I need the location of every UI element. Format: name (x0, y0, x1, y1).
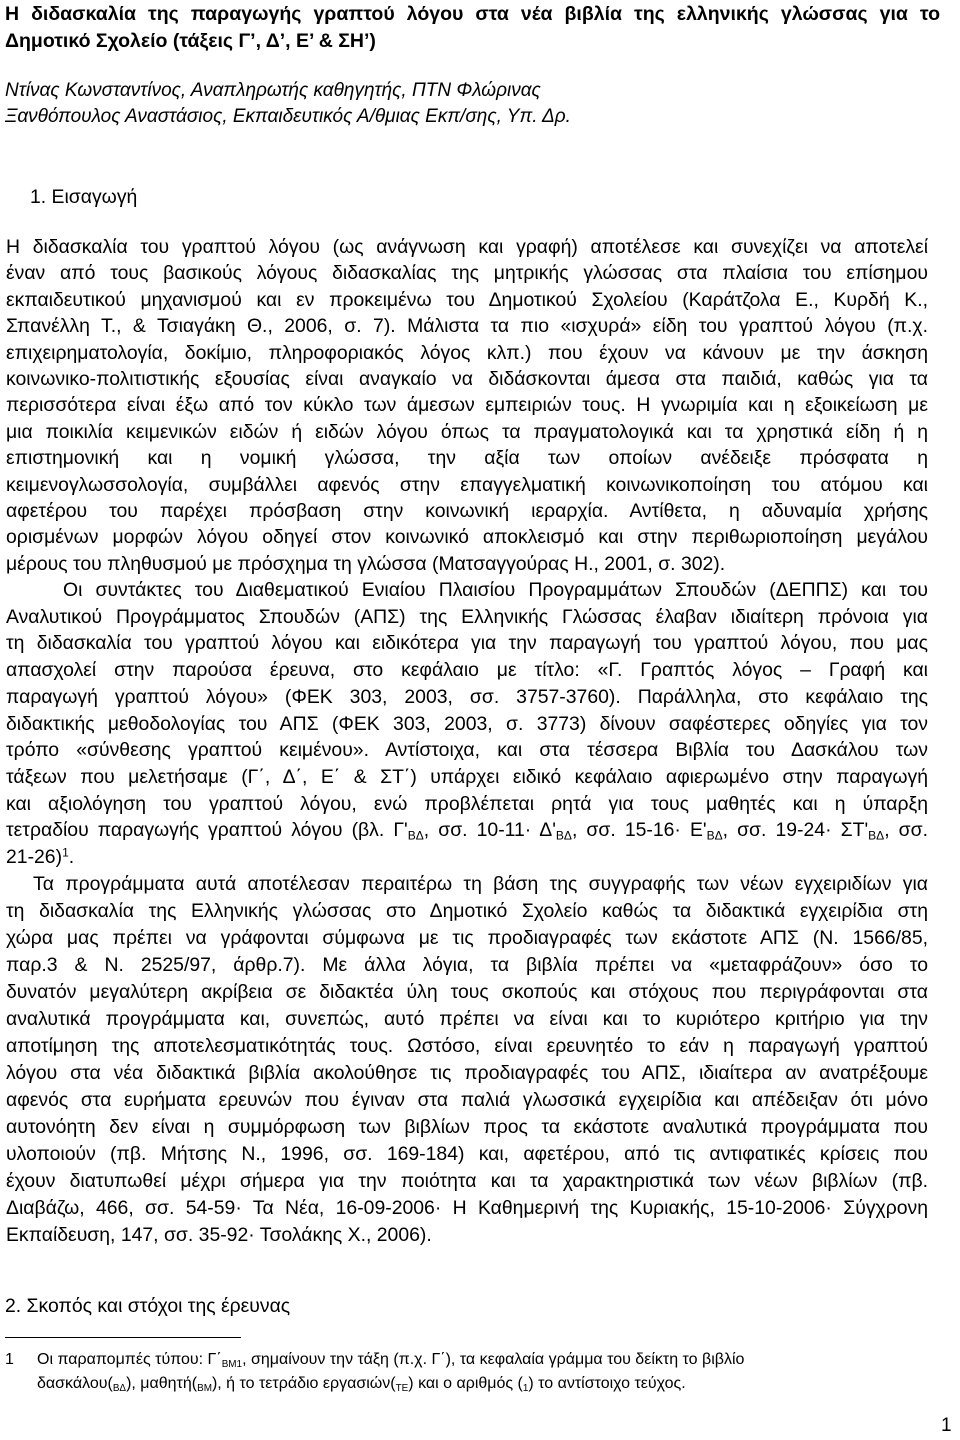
title-line-2: Δημοτικό Σχολείο (τάξεις Γ’, Δ’, Ε’ & ΣΗ’) (5, 30, 376, 52)
footnote-subscript: ΒΜ1 (221, 1358, 243, 1370)
reference-text: , σσ. (884, 819, 928, 842)
section-heading-aims: 2. Σκοπός και στόχοι της έρευνας (5, 1295, 291, 1317)
paragraph-3-line-8: λόγου στα νέα διδακτικά βιβλία ακολούθησε τις προδιαγραφές του ΑΠΣ, ιδιαίτερα αν ανατρέξουμε (6, 1062, 928, 1084)
paper-title (5, 1, 940, 55)
paragraph-3-line-1: Τα προγράμματα αυτά αποτέλεσαν περαιτέρω τη βάση της συγγραφής των νέων εγχειριδίων για (33, 873, 928, 895)
reference-text: . (68, 846, 75, 869)
reference-text: 21-26) (6, 846, 63, 869)
section-heading-introduction: 1. Εισαγωγή (30, 186, 138, 208)
footnote (5, 1348, 905, 1396)
paragraph-1-line-6: κοινωνικο-πολιτιστικής εξουσίας είναι αναγκαίο να διδάσκονται άμεσα στα παιδιά, καθώς για τα (6, 368, 928, 391)
paragraph-1-line-11: αφετέρου του παρέχει πρόσβαση στην κοινωνική ιεραρχία. Αντίθετα, η αδυναμία χρήσης (6, 500, 928, 523)
footnote-separator (5, 1337, 241, 1338)
footnote-reference-mark[interactable]: 1 (62, 845, 69, 860)
paragraph-2-line-1: Οι συντάκτες του Διαθεματικού Ενιαίου Πλαισίου Προγραμμάτων Σπουδών (ΔΕΠΠΣ) και του (63, 579, 928, 601)
paragraph-1 (6, 234, 928, 577)
paragraph-3-line-5: δυνατόν μεγαλύτερη ακρίβεια σε διδακτέα ύλη τους σκοπούς και στόχους που περιγράφονται στα (6, 981, 928, 1003)
paragraph-2-line-10 (6, 817, 928, 844)
footnote-text: ), ή το τετράδιο εργασιών( (211, 1375, 396, 1392)
reference-text: , σσ. 15-16· Ε' (571, 819, 707, 842)
paragraph-1-line-12: ορισμένων μορφών λόγου οδηγεί στον κοινωνικό αποκλεισμό και στην περιθωριοποίηση μεγάλου (6, 526, 928, 549)
paragraph-2-line-2: Αναλυτικού Προγράμματος Σπουδών (ΑΠΣ) της Ελληνικής Γλώσσας έλαβαν ιδιαίτερη πρόνοια για (6, 605, 928, 628)
paragraph-2-line-5: παραγωγή γραπτού λόγου» (ΦΕΚ 303, 2003, σσ. 3757-3760). Παράλληλα, στο κεφάλαιο της (6, 685, 928, 708)
paragraph-1-line-9: επιστημονική και η νομική γλώσσα, την αξία των οποίων ανέδειξε πρόσφατα η (6, 447, 928, 470)
paragraph-2-line-8: τάξεων που μελετήσαμε (Γ΄, Δ΄, Ε΄ & ΣΤ΄) υπάρχει ειδικό κεφάλαιο αφιερωμένο στην παραγωγή (6, 765, 928, 788)
footnote-marker: 1 (5, 1351, 14, 1368)
reference-subscript: ΒΔ (706, 828, 723, 843)
reference-subscript: ΒΔ (555, 828, 572, 843)
paragraph-3-line-13: Διαβάζω, 466, σσ. 54-59· Τα Νέα, 16-09-2006· Η Καθημερινή της Κυριακής, 15-10-2006· Σύγχρονη (6, 1197, 928, 1219)
paragraph-1-line-1: Η διδασκαλία του γραπτού λόγου (ως ανάγνωση και γραφή) αποτέλεσε και συνεχίζει να αποτελεί (6, 236, 928, 258)
footnote-text: ), μαθητή( (126, 1375, 198, 1392)
paragraph-3-line-2: τη διδασκαλία της Ελληνικής γλώσσας στο Δημοτικό Σχολείο καθώς τα διδακτικά εγχειρίδια στη (6, 900, 928, 922)
reference-subscript: ΒΔ (407, 828, 424, 843)
title-line-1: Η διδασκαλία της παραγωγής γραπτού λόγου στα νέα βιβλία της ελληνικής γλώσσας για το (5, 3, 940, 25)
reference-text: , σσ. 19-24· ΣΤ' (722, 819, 869, 842)
paragraph-2 (6, 577, 928, 871)
footnote-text: δασκάλου( (37, 1375, 113, 1392)
footnote-text: , σημαίνουν την τάξη (π.χ. Γ΄), τα κεφαλαία γράμμα του δείκτη το βιβλίο (242, 1351, 745, 1368)
paragraph-1-line-13: μέρους του πληθυσμού με πρόσχημα τη γλώσσα (Ματσαγγούρας Η., 2001, σ. 302). (6, 552, 726, 575)
paragraph-1-line-5: επιχειρηματολογία, δοκίμιο, πληροφοριακός λόγος κλπ.) που έχουν να κάνουν με την άσκηση (6, 341, 928, 364)
paragraph-3-line-14: Εκπαίδευση, 147, σσ. 35-92· Τσολάκης Χ., 2006). (6, 1224, 432, 1246)
footnote-text: ) το αντίστοιχο τεύχος. (528, 1375, 686, 1392)
footnote-line-1 (37, 1348, 905, 1372)
paragraph-3-line-4: παρ.3 & Ν. 2525/97, άρθρ.7). Με άλλα λόγια, τα βιβλία πρέπει να «μεταφράζουν» όσο το (6, 954, 928, 976)
reference-subscript: ΒΔ (868, 828, 885, 843)
paragraph-1-line-7: περισσότερα είναι έξω από τον κύκλο των άμεσων εμπειριών τους. Η γνωριμία και η εξοικείωση με (6, 394, 928, 417)
paragraph-1-line-10: κειμενογλωσσολογία, συμβάλλει αφενός στην επαγγελματική κοινωνικοποίηση του ατόμου και (6, 473, 928, 496)
footnote-subscript: 1 (522, 1382, 529, 1394)
paragraph-3-line-10: αυτονόητη δεν είναι η συμμόρφωση των βιβλίων προς τα εκάστοτε αναλυτικά προγράμματα που (6, 1116, 928, 1138)
paragraph-2-line-4: απασχολεί στην παρούσα έρευνα, στο κεφάλαιο με τίτλο: «Γ. Γραπτός λόγος – Γραφή και (6, 659, 928, 682)
reference-text: , σσ. 10-11· Δ' (423, 819, 556, 842)
paragraph-3 (6, 871, 928, 1249)
paragraph-3-line-9: αφενός στα ευρήματα ερευνών που έγιναν στα παλιά γλωσσικά εγχειρίδια και απέδειξαν ότι μόνο (6, 1089, 928, 1111)
footnote-subscript: ΤΕ (395, 1382, 409, 1394)
paragraph-3-line-11: υλοποιούν (πβ. Μήτσης Ν., 1996, σσ. 169-184) και, αφετέρου, από τις αντιφατικές κρίσεις που (6, 1143, 928, 1165)
paragraph-3-line-6: αναλυτικά προγράμματα και, συνεπώς, αυτό πρέπει να είναι και το κυριότερο κριτήριο για την (6, 1008, 928, 1030)
paragraph-2-line-9: και αξιολόγηση του γραπτού λόγου, ενώ προβλέπεται ρητά για τους μαθητές και η ύπαρξη (6, 792, 928, 815)
paragraph-3-line-3: χώρα μας πρέπει να γράφονται σύμφωνα με τις προδιαγραφές των εκάστοτε ΑΠΣ (Ν. 1566/85, (6, 927, 928, 949)
paragraph-3-line-7: αποτίμηση της αποτελεσματικότητάς τους. Ωστόσο, είναι ερευνητέο το εάν η παραγωγή γραπτού (6, 1035, 928, 1057)
paragraph-1-line-2: έναν από τους βασικούς λόγους διδασκαλίας της μητρικής γλώσσας στα πλαίσια του επίσημου (6, 262, 928, 285)
reference-text: τετραδίου παραγωγής γραπτού λόγου (βλ. Γ' (6, 819, 408, 842)
footnote-subscript: ΒΜ (197, 1382, 212, 1394)
paragraph-1-line-4: Σπανέλλη Τ., & Τσιαγάκη Θ., 2006, σ. 7). Μάλιστα τα πιο «ισχυρά» είδη του γραπτού λόγου (π.χ. (6, 315, 928, 338)
author-1: Ντίνας Κωνσταντίνος, Αναπληρωτής καθηγητής, ΠΤΝ Φλώρινας (5, 80, 541, 101)
paragraph-2-line-6: διδακτικής μεθοδολογίας του ΑΠΣ (ΦΕΚ 303, 2003, σ. 3773) δίνουν σαφέστερες οδηγίες για τον (6, 712, 928, 735)
paragraph-2-line-7: τρόπο «σύνθεσης γραπτού κειμένου». Αντίστοιχα, και στα τέσσερα Βιβλία του Δασκάλου των (6, 739, 928, 762)
paragraph-1-line-3: εκπαιδευτικού μηχανισμού και εν προκειμένω του Δημοτικού Σχολείου (Καράτζολα Ε., Κυρδή Κ., (6, 288, 928, 311)
paragraph-2-line-3: τη διδασκαλία του γραπτού λόγου και ειδικότερα για την παραγωγή του γραπτού λόγου, που μας (6, 632, 928, 655)
paragraph-1-line-8: μια ποικιλία κειμενικών ειδών ή ειδών λόγου όπως τα πραγματολογικά και τα χρηστικά είδη ή η (6, 420, 928, 443)
author-list (5, 78, 905, 130)
footnote-line-2 (37, 1372, 905, 1396)
author-2: Ξανθόπουλος Αναστάσιος, Εκπαιδευτικός Α/θμιας Εκπ/σης, Υπ. Δρ. (5, 106, 571, 127)
footnote-text: ) και ο αριθμός ( (408, 1375, 523, 1392)
paragraph-2-line-11 (6, 844, 928, 871)
footnote-subscript: ΒΔ (112, 1382, 127, 1394)
footnote-text: Οι παραπομπές τύπου: Γ΄ (37, 1351, 222, 1368)
page-number: 1 (941, 1415, 952, 1436)
paragraph-3-line-12: έχουν διατυπωθεί μέχρι σήμερα για την ποιότητα και τα χαρακτηριστικά των νέων βιβλίων (πβ. (6, 1170, 928, 1192)
